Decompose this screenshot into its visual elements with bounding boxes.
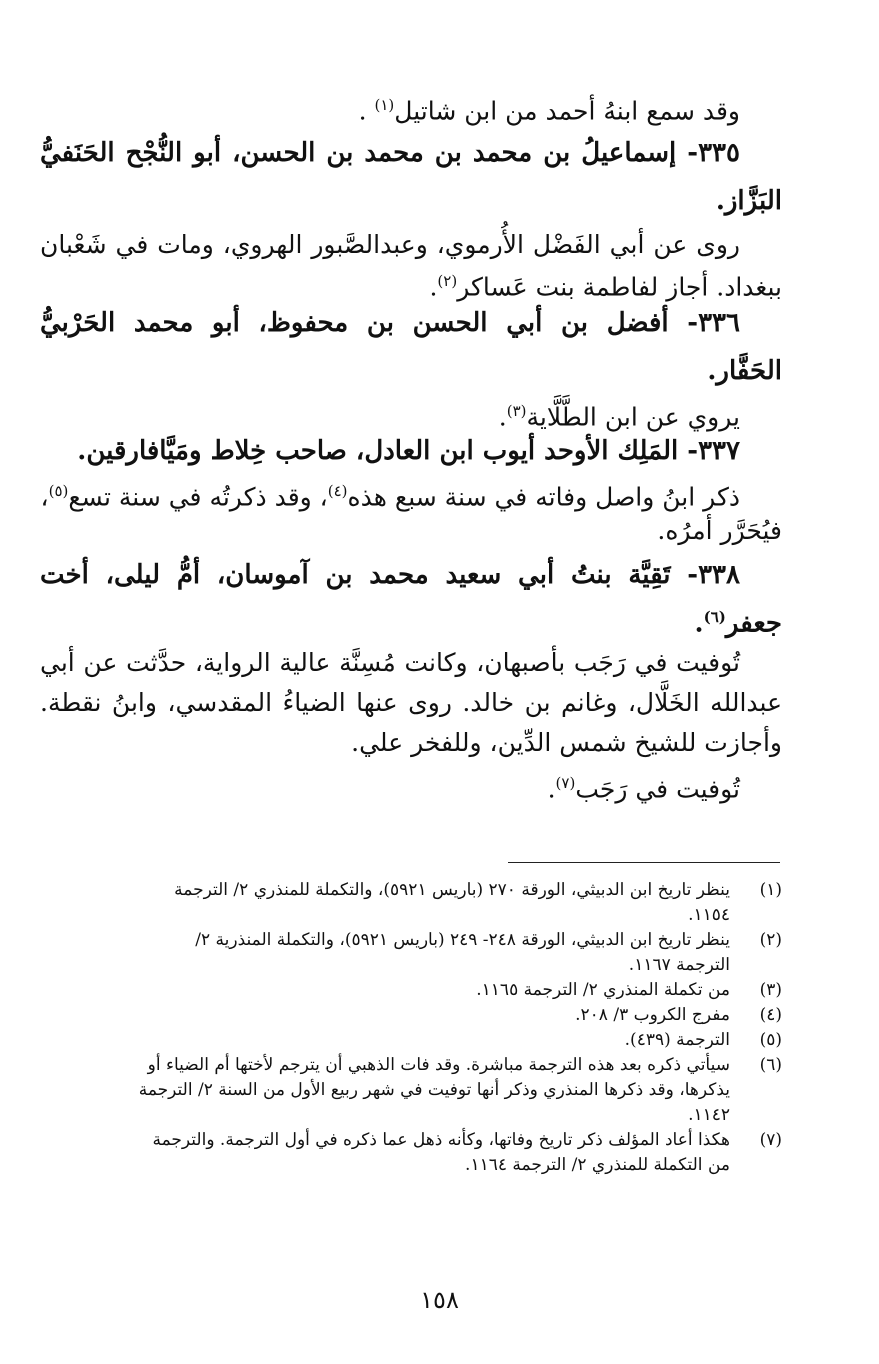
text: ذكر ابنُ واصل وفاته في سنة سبع هذه: [347, 482, 740, 512]
footnote-text: [40, 978, 730, 1003]
footnote-line: ينظر تاريخ ابن الدبيثي، الورقة ٢٤٨- ٢٤٩ (باريس ٥٩٢١)، والتكملة المنذرية ٢/: [195, 930, 730, 950]
footnote-text: [40, 1003, 730, 1028]
footnote-ref[interactable]: (٧): [555, 774, 576, 792]
footnote-line: الترجمة ١١٦٧.: [628, 955, 730, 975]
text: .: [547, 774, 556, 804]
footnote-number: (١): [759, 880, 782, 900]
paragraph-line: وأجازت للشيخ شمس الدِّين، وللفخر علي.: [351, 728, 782, 757]
text: ببغداد. أجاز لفاطمة بنت عَساكر: [457, 272, 782, 302]
footnote-number: (٧): [759, 1130, 782, 1150]
text: .: [498, 402, 507, 432]
paragraph-line: [41, 476, 783, 512]
entry-heading-338-cont: [695, 602, 782, 639]
text: .: [358, 96, 375, 126]
paragraph-line: تُوفيت في رَجَب بأصبهان، وكانت مُسِنَّة عالية الرواية، حدَّثت عن أبي: [40, 648, 740, 677]
footnote-text: [40, 1053, 730, 1128]
footnote-line: هكذا أعاد المؤلف ذكر تاريخ وفاتها، وكأنه ذهل عما ذكره في أول الترجمة. والترجمة: [152, 1130, 730, 1150]
footnote-line: ١١٤٢.: [688, 1105, 730, 1125]
footnote-line: ينظر تاريخ ابن الدبيثي، الورقة ٢٧٠ (باريس ٥٩٢١)، والتكملة للمنذري ٢/ الترجمة: [174, 880, 730, 900]
paragraph-line: عبدالله الخَلَّال، وغانم بن خالد. روى عنها الضياءُ المقدسي، وابنُ نقطة.: [40, 688, 782, 717]
entry-heading-337: ٣٣٧- المَلِك الأوحد أيوب ابن العادل، صاحب خِلاط ومَيَّافارقين.: [77, 436, 740, 466]
entry-heading-335: ٣٣٥- إسماعيلُ بن محمد بن محمد بن الحسن، أبو النُّجْح الحَنَفيُّ: [40, 138, 740, 168]
footnote-ref[interactable]: (٦): [703, 608, 726, 626]
paragraph-line: [548, 768, 782, 804]
paragraph-line: فيُحَرَّر أمرُه.: [657, 516, 782, 545]
footnote-ref[interactable]: (٤): [327, 482, 348, 500]
footnote: [40, 928, 782, 978]
footnote: [40, 1128, 782, 1178]
footnotes: [40, 878, 782, 1178]
footnote-number: (٣): [759, 980, 782, 1000]
page-number: ١٥٨: [420, 1286, 459, 1314]
footnote-text: [40, 878, 730, 928]
footnote: [40, 878, 782, 928]
footnote-text: [40, 928, 730, 978]
footnote: [40, 978, 782, 1003]
entry-heading-338: ٣٣٨- تَقِيَّة بنتُ أبي سعيد محمد بن آموسان، أمُّ ليلى، أخت: [40, 560, 740, 590]
footnote-line: مفرج الكروب ٣/ ٢٠٨.: [575, 1005, 730, 1025]
paragraph-line: [499, 396, 782, 432]
footnote: [40, 1028, 782, 1053]
entry-heading-336: ٣٣٦- أفضل بن أبي الحسن بن محفوظ، أبو محمد الحَرْبيُّ: [40, 308, 740, 338]
text: تُوفيت في رَجَب: [575, 774, 740, 804]
footnote-ref[interactable]: (١): [374, 96, 395, 114]
footnote-number: (٦): [759, 1055, 782, 1075]
text: وقد سمع ابنهُ أحمد من ابن شاتيل: [394, 96, 740, 126]
footnote-line: من تكملة المنذري ٢/ الترجمة ١١٦٥.: [476, 980, 730, 1000]
text: جعفر: [725, 608, 782, 639]
entry-heading-336-cont: الحَفَّار.: [707, 356, 782, 386]
footnote-separator: [508, 862, 780, 863]
footnote-ref[interactable]: (٢): [437, 272, 458, 290]
footnote: [40, 1053, 782, 1128]
footnote-line: سيأتي ذكره بعد هذه الترجمة مباشرة. وقد فات الذهبي أن يترجم لأختها أم الضياء أو: [147, 1055, 730, 1075]
footnote-line: ١١٥٤.: [688, 905, 730, 925]
text: ، وقد ذكرتُه في سنة تسع: [68, 482, 328, 512]
paragraph-line: [429, 266, 782, 302]
footnote: [40, 1003, 782, 1028]
footnote-number: (٢): [759, 930, 782, 950]
paragraph-line: روى عن أبي الفَضْل الأُرموي، وعبدالصَّبور الهروي، ومات في شَعْبان: [40, 230, 740, 259]
footnote-line: الترجمة (٤٣٩).: [624, 1030, 730, 1050]
text: .: [694, 608, 704, 639]
paragraph: [359, 90, 782, 126]
text: .: [429, 272, 438, 302]
entry-heading-335-cont: البَزَّاز.: [715, 186, 782, 216]
footnote-text: [40, 1128, 730, 1178]
footnote-number: (٤): [759, 1005, 782, 1025]
footnote-number: (٥): [759, 1030, 782, 1050]
footnote-ref[interactable]: (٣): [506, 402, 527, 420]
footnote-line: من التكملة للمنذري ٢/ الترجمة ١١٦٤.: [465, 1155, 730, 1175]
text: يروي عن ابن الطَّلَّاية: [526, 402, 740, 432]
footnote-ref[interactable]: (٥): [48, 482, 69, 500]
footnote-text: [40, 1028, 730, 1053]
text: ،: [40, 482, 49, 512]
footnote-line: يذكرها، وقد ذكرها المنذري وذكر أنها توفيت في شهر ربيع الأول من السنة ٢/ الترجمة: [138, 1080, 730, 1100]
